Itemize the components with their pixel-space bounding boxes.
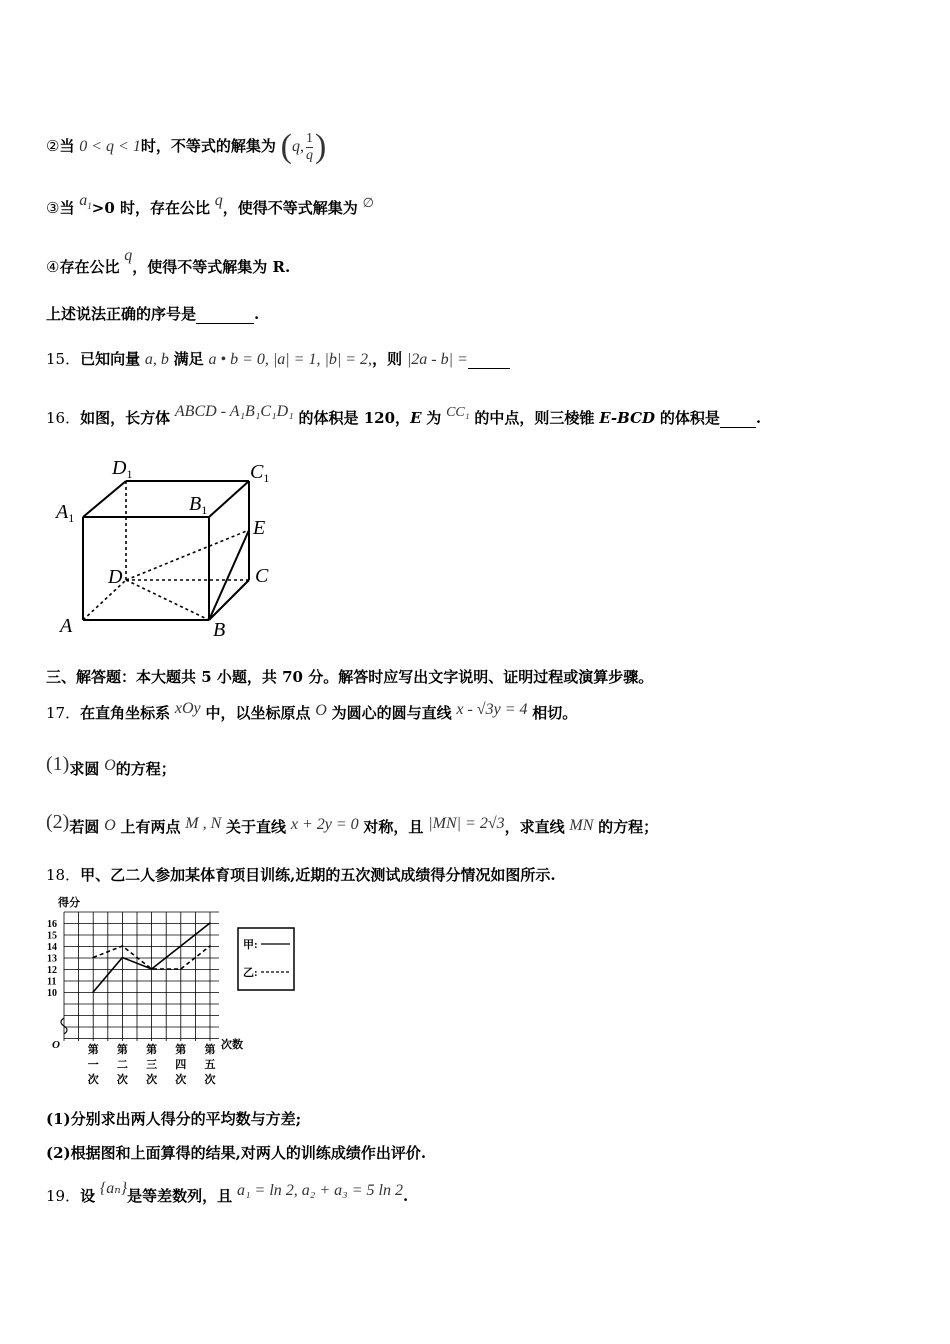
y-tick-label: 11 [47,976,57,988]
segment-DB [126,580,209,620]
x-axis-label: 次数 [221,1039,243,1051]
question-number: 19． [46,1187,81,1205]
x-tick-label: 第 [175,1044,187,1056]
data-point-甲 [180,945,182,947]
label-E: E [253,517,266,539]
y-tick-label: 10 [47,988,57,999]
question-number: 17． [46,704,81,722]
chart-legend [237,927,297,993]
q14-item2: ②当 0 < q < 1时，不等式的解集为 (q, $\frac{1}{q}$ ) [46,128,327,165]
label-A1: $A_1$ [56,501,75,525]
y-tick-label: 13 [47,953,57,965]
q18-sub2: (2)根据图和上面算得的结果,对两人的训练成绩作出评价. [46,1144,427,1162]
x-tick-label: 次 [146,1074,158,1086]
x-tick-label: 四 [175,1059,187,1071]
empty-set-symbol: ∅ [362,195,374,210]
x-tick-label: 第 [204,1044,216,1056]
data-point-乙 [180,968,182,970]
x-tick-label: 五 [204,1059,216,1071]
question-17: 17．在直角坐标系 xOy 中，以坐标原点 O 为圆心的圆与直线 x - √3y = 4 相切。 [46,700,578,722]
legend-label-jia: 甲: [243,939,258,951]
q14-item4: ④存在公比 q，使得不等式解集为 R. [46,247,291,276]
y-tick-label: 14 [47,942,57,953]
q17-sub2: (2)若圆 O 上有两点 M , N 关于直线 x + 2y = 0 对称，且 |MN| = 2√3，求直线 MN 的方程； [46,811,659,836]
condition-math: a • b = 0, |a| = 1, |b| = 2, [208,351,373,368]
label-D: D [108,566,123,588]
y-axis-label: 得分 [58,897,80,909]
legend-box [238,928,294,990]
edge-A1D1 [83,481,126,517]
condition-math: a₁ = ln 2, a₂ + a₃ = 5 ln 2 [236,1182,403,1199]
x-tick-label: 二 [116,1059,128,1071]
x-tick-label: 次 [204,1074,216,1086]
x-tick-label: 次 [116,1074,128,1086]
data-point-乙 [151,968,153,970]
question-18: 18．甲、乙二人参加某体育项目训练,近期的五次测试成绩得分情况如图所示. [46,866,556,884]
data-point-乙 [122,945,124,947]
fraction: $\frac{1}{q}$ [305,130,313,163]
answer-blank [720,409,756,428]
question-15: 15．已知向量 a, b 满足 a • b = 0, |a| = 1, |b| = 2,，则 |2a - b| = [46,348,510,369]
q18-sub1: (1)分别求出两人得分的平均数与方差; [46,1110,302,1128]
score-chart [44,893,304,1093]
data-point-乙 [209,945,211,947]
q14-item3: ③当 $a_1>0$ 时，存在公比 q，使得不等式解集为 ∅ [46,192,374,217]
answer-blank [196,305,254,324]
question-number: 16． [46,409,81,427]
label-A: A [60,615,73,637]
question-number: 18． [46,866,81,884]
x-tick-label: 第 [116,1044,128,1056]
data-point-乙 [92,957,94,959]
q17-sub1: (1)求圆 O的方程； [46,753,176,778]
edge-B1C1 [209,481,249,517]
label-D1: $D_1$ [112,457,133,481]
y-tick-label: 16 [47,919,57,930]
expression-math: |2a - b| = [406,351,468,368]
q14-question: 上述说法正确的序号是 . [46,305,260,323]
x-tick-label: 第 [146,1044,158,1056]
line-equation: x - √3y = 4 [456,701,528,718]
label-B1: $B_1$ [189,493,208,517]
legend-label-yi: 乙: [243,967,258,979]
x-tick-label: 次 [175,1074,187,1086]
question-16: 16．如图，长方体 ABCD - A₁B₁C₁D₁ 的体积是 120，E 为 CC₁ 的中点，则三棱锥 E-BCD 的体积是 . [46,403,762,427]
condition-math: 0 < q < 1 [79,138,141,155]
y-tick-label: 15 [47,930,57,942]
label-C: C [255,565,269,587]
item-marker: ② [46,137,60,155]
data-point-甲 [122,957,124,959]
answer-blank [468,350,510,369]
edge-BC [209,580,249,620]
data-point-甲 [92,991,94,993]
cuboid-figure [50,450,290,650]
x-tick-label: 三 [146,1059,158,1071]
label-B: B [213,619,226,641]
y-tick-label: 12 [47,965,57,976]
x-tick-label: 一 [87,1059,99,1071]
data-point-甲 [209,922,211,924]
origin-label: O [52,1039,60,1051]
question-number: 15． [46,350,81,368]
question-19: 19．设 {aₙ}是等差数列，且 a₁ = ln 2, a₂ + a₃ = 5 ln 2. [46,1180,409,1205]
x-tick-label: 第 [87,1044,99,1056]
section-heading: 三、解答题：本大题共 5 小题，共 70 分。解答时应写出文字说明、证明过程或演算步骤。 [46,668,654,686]
x-tick-label: 次 [87,1074,99,1086]
label-C1: $C_1$ [250,461,270,485]
